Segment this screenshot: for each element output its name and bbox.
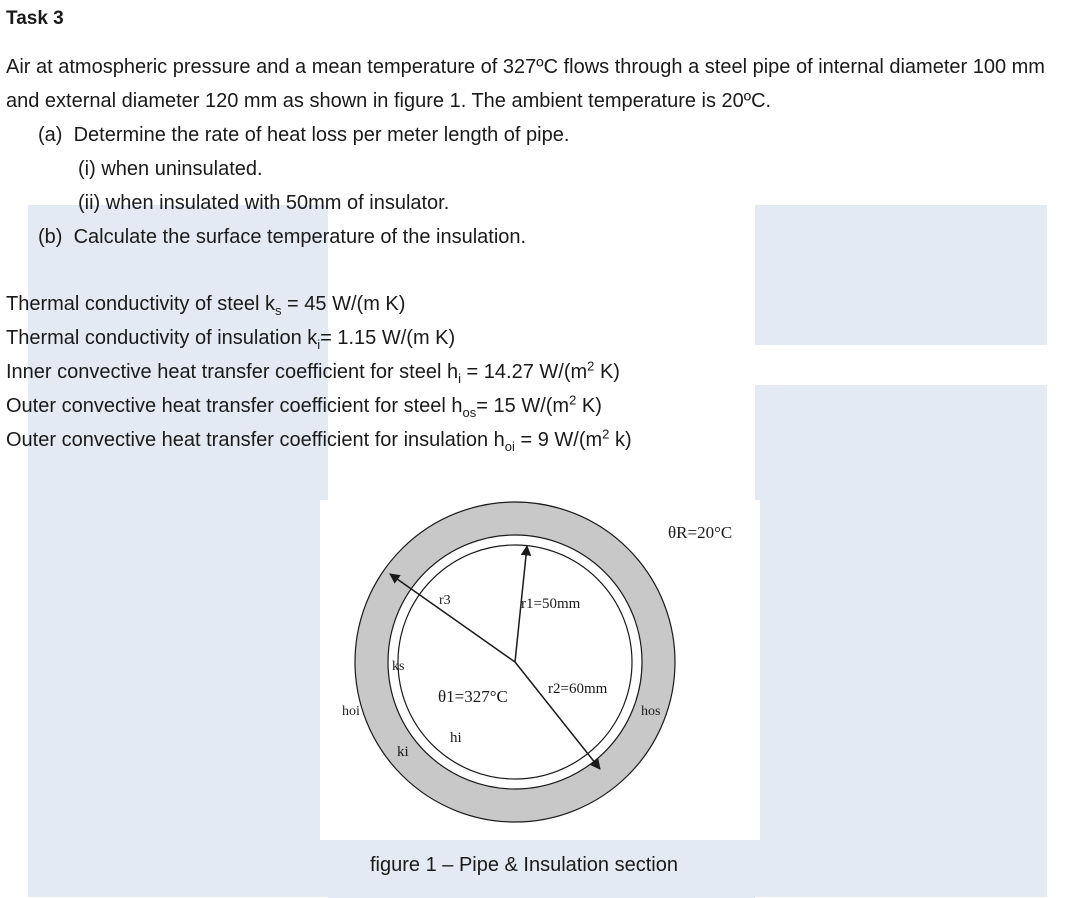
property-hi-pre: Inner convective heat transfer coefficient for steel h: [6, 361, 459, 383]
property-hoi-sub: oi: [504, 439, 515, 454]
property-hi-sup: 2: [587, 358, 595, 374]
property-hi-sub: i: [458, 371, 461, 386]
property-hoi-sup: 2: [602, 426, 610, 442]
property-hos-sub: os: [462, 405, 477, 420]
problem-intro: Air at atmospheric pressure and a mean temperature of 327ºC flows through a steel pipe of internal diameter 100 mm and external diameter 120 mm as shown in figure 1. The ambient temperature is 20ºC.: [6, 56, 1045, 112]
label-theta-r: θR=20°C: [668, 523, 733, 542]
property-hoi-pre: Outer convective heat transfer coefficient for insulation h: [6, 429, 505, 451]
property-ki-pre: Thermal conductivity of insulation k: [6, 327, 318, 349]
property-hos-pre: Outer convective heat transfer coefficient for steel h: [6, 395, 463, 417]
watermark-right-bar-lower: [755, 385, 1047, 897]
property-ks-post: = 45 W/(m K): [281, 293, 406, 315]
label-hi: hi: [450, 730, 462, 746]
property-ks-pre: Thermal conductivity of steel k: [6, 293, 275, 315]
task-title: Task 3: [6, 8, 64, 29]
property-hos-post: = 15 W/(m: [476, 395, 570, 417]
property-ks: [6, 287, 405, 321]
label-r1: r1=50mm: [521, 596, 581, 612]
question-a-label: (a): [38, 124, 63, 146]
question-a-i-label: (i): [78, 158, 96, 180]
question-a-ii-text: when insulated with 50mm of insulator.: [105, 192, 450, 214]
property-ki-sub: i: [317, 337, 321, 352]
property-hoi: [6, 423, 632, 457]
property-hos-sup: 2: [569, 392, 577, 408]
label-r3: r3: [439, 593, 451, 608]
question-a-i: [78, 152, 263, 186]
watermark-right-bar: [755, 205, 1047, 345]
pipe-section-figure: [320, 500, 760, 840]
label-hos: hos: [641, 704, 661, 719]
property-hi-post: = 14.27 W/(m: [461, 361, 588, 383]
property-hi: [6, 355, 620, 389]
label-ks: ks: [392, 659, 405, 674]
question-a: [38, 118, 569, 152]
question-b-label: (b): [38, 226, 63, 248]
property-hi-end: K): [594, 361, 620, 383]
question-b: [38, 220, 526, 254]
label-theta-1: θ1=327°C: [438, 687, 508, 706]
property-hoi-end: k): [609, 429, 632, 451]
property-ki: [6, 321, 455, 355]
question-a-text: Determine the rate of heat loss per meter length of pipe.: [73, 124, 570, 146]
property-hos-end: K): [576, 395, 602, 417]
question-a-ii-label: (ii): [78, 192, 101, 214]
label-hoi: hoi: [342, 704, 360, 719]
label-ki: ki: [397, 744, 409, 760]
property-hos: [6, 389, 602, 423]
question-b-text: Calculate the surface temperature of the insulation.: [73, 226, 527, 248]
question-a-i-text: when uninsulated.: [101, 158, 263, 180]
property-hoi-post: = 9 W/(m: [514, 429, 603, 451]
property-ks-sub: s: [275, 303, 282, 318]
question-a-ii: [78, 186, 449, 220]
property-ki-post: = 1.15 W/(m K): [320, 327, 456, 349]
label-r2: r2=60mm: [548, 681, 608, 697]
figure-caption: figure 1 – Pipe & Insulation section: [370, 854, 678, 876]
